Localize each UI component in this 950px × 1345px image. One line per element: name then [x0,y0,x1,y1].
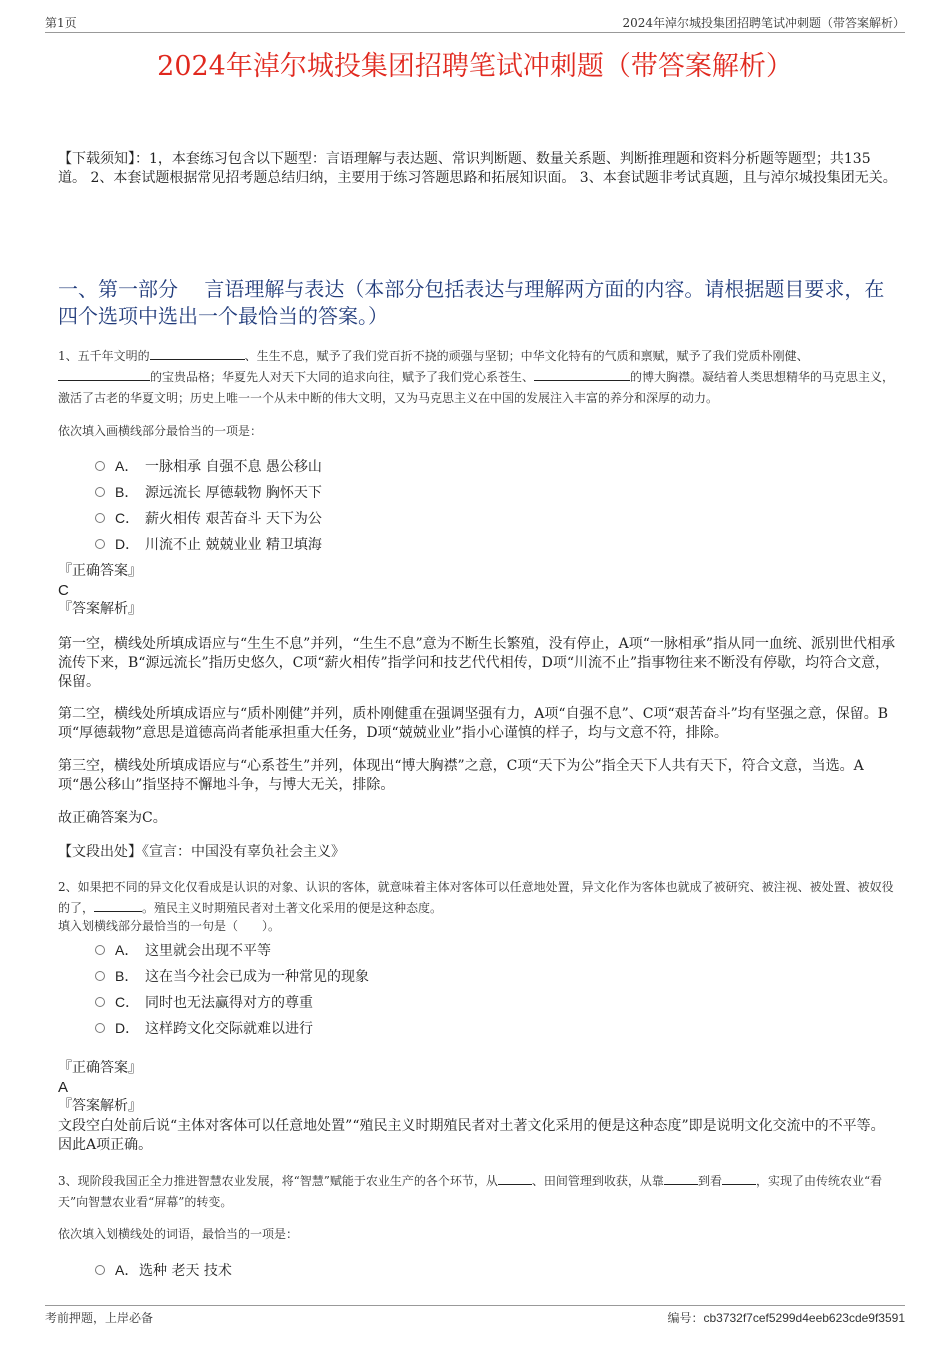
q1-option-b[interactable] [95,479,695,505]
q2-option-b[interactable] [95,963,695,989]
question-2-options [95,937,695,1041]
radio-icon[interactable] [95,487,105,497]
q2-answer-block [58,1059,898,1116]
option-text: 川流不止 兢兢业业 精卫填海 [145,537,322,553]
q1-text-2: 、生生不息，赋予了我们党百折不挠的顽强与坚韧；中华文化特有的气质和禀赋，赋予了我们党质朴刚健、 [244,349,809,363]
q1-blank-1 [150,346,245,360]
option-text: 一脉相承 自强不息 愚公移山 [145,459,322,475]
q1-source: 【文段出处】《宣言：中国没有辜负社会主义》 [58,844,345,860]
q1-blank-3 [534,367,630,381]
page-footer [45,1305,905,1325]
q1-text-1: 1、五千年文明的 [58,349,150,363]
radio-icon[interactable] [95,513,105,523]
answer-value: C [58,582,69,599]
option-text: 同时也无法赢得对方的尊重 [145,995,313,1011]
option-label: A． [115,1262,139,1278]
q1-text-4: 的博大胸襟。凝结着人类思想精华的马克思主义，激活了古老的华夏文明；历史上唯一一个从未中断的伟大文明，又为马克思主义在中国的发展注入丰富的养分和深厚的动力。 [58,370,895,405]
q2-text-2: 。殖民主义时期殖民者对土著文化采用的便是这种态度。 [142,901,443,915]
option-label: A． [115,942,139,958]
section-heading: 一、第一部分 言语理解与表达（本部分包括表达与理解两方面的内容。请根据题目要求，在四个选项中选出一个最恰当的答案。） [58,277,885,328]
option-text: 这样跨文化交际就难以进行 [145,1021,313,1037]
question-2-prompt: 填入划横线部分最恰当的一句是（ ）。 [58,919,281,933]
footer-serial [667,1309,905,1326]
option-label: B． [115,968,139,984]
radio-icon[interactable] [95,971,105,981]
radio-icon[interactable] [95,539,105,549]
option-text: 这在当今社会已成为一种常见的现象 [145,969,369,985]
q1-blank-2 [58,367,150,381]
page-header [45,14,905,33]
analysis-title: 『答案解析』 [58,1098,142,1114]
serial-code: cb3732f7cef5299d4eeb623cde9f3591 [703,1311,905,1325]
q1-answer-block [58,562,898,619]
q3-text-1: 3、现阶段我国正全力推进智慧农业发展，将“智慧”赋能于农业生产的各个环节，从 [58,1174,498,1188]
question-1-options [95,453,695,557]
answer-value: A [58,1079,69,1096]
header-doc-title: 2024年淖尔城投集团招聘笔试冲刺题（带答案解析） [622,16,905,30]
q2-analysis-p1: 文段空白处前后说“主体对客体可以任意地处置”“殖民主义时期殖民者对土著文化采用的便是这种态度”即是说明文化交流中的不平等。因此A项正确。 [58,1118,885,1153]
option-label: C． [115,510,140,526]
analysis-title: 『答案解析』 [58,601,142,617]
q1-analysis-p2: 第二空，横线处所填成语应与“质朴刚健”并列，质朴刚健重在强调坚强有力，A项“自强不息”、C项“艰苦奋斗”均有坚强之意，保留。B项“厚德载物”意思是道德高尚者能承担重大任务，D项“兢兢业业”指小心谨慎的样子，均与文意不符，排除。 [58,706,889,741]
q3-blank-1 [498,1171,532,1185]
option-text: 选种 老天 技术 [139,1263,232,1279]
question-2-stem [58,877,898,919]
radio-icon[interactable] [95,1023,105,1033]
q1-option-c[interactable] [95,505,695,531]
radio-icon[interactable] [95,997,105,1007]
option-text: 这里就会出现不平等 [145,943,271,959]
footer-slogan: 考前押题，上岸必备 [45,1311,154,1325]
radio-icon[interactable] [95,461,105,471]
q3-text-4: ，实现了由传统农业“看天”向智慧农业看“屏幕”的转变。 [58,1174,883,1209]
option-label: B． [115,484,139,500]
q1-analysis-p3: 第三空，横线处所填成语应与“心系苍生”并列，体现出“博大胸襟”之意，C项“天下为公”指全天下人共有天下，符合文意，当选。A项“愚公移山”指坚持不懈地斗争，与博大无关，排除。 [58,758,864,793]
q3-blank-2 [664,1171,698,1185]
option-text: 源远流长 厚德载物 胸怀天下 [145,485,322,501]
answer-title: 『正确答案』 [58,563,142,579]
radio-icon[interactable] [95,945,105,955]
question-3-options [95,1257,695,1283]
q1-option-d[interactable] [95,531,695,557]
q3-blank-3 [722,1171,756,1185]
q2-text-1: 2、如果把不同的异文化仅看成是认识的对象、认识的客体，就意味着主体对客体可以任意地处置，异文化作为客体也就成了被研究、被注视、被处置、被奴役的了， [58,880,894,915]
q3-option-a[interactable] [95,1257,695,1283]
option-label: C． [115,994,140,1010]
q1-conclusion: 故正确答案为C。 [58,810,167,826]
question-1-stem [58,346,898,409]
q3-text-3: 到看 [697,1174,722,1188]
answer-title: 『正确答案』 [58,1060,142,1076]
q2-option-c[interactable] [95,989,695,1015]
q2-option-a[interactable] [95,937,695,963]
option-label: D． [115,1020,140,1036]
q3-text-2: 、田间管理到收获，从靠 [531,1174,664,1188]
page-number: 第1页 [45,16,77,30]
option-label: D． [115,536,140,552]
question-3-stem [58,1171,898,1213]
download-notice: 【下载须知】：1，本套练习包含以下题型：言语理解与表达题、常识判断题、数量关系题、判断推理题和资料分析题等题型；共135道。 2、本套试题根据常见招考题总结归纳，主要用于练习答题思路和拓展知识面。 3、本套试题非考试真题，且与淖尔城投集团无关。 [58,151,897,186]
q1-option-a[interactable] [95,453,695,479]
document-title: 2024年淖尔城投集团招聘笔试冲刺题（带答案解析） [157,51,793,82]
q1-text-3: 的宝贵品格；华夏先人对天下大同的追求向往，赋予了我们党心系苍生、 [150,370,535,384]
option-text: 薪火相传 艰苦奋斗 天下为公 [145,511,322,527]
serial-label: 编号： [667,1311,704,1325]
q1-analysis-p1: 第一空，横线处所填成语应与“生生不息”并列，“生生不息”意为不断生长繁殖，没有停止，A项“一脉相承”指从同一血统、派别世代相承流传下来，B“源远流长”指历史悠久，C项“薪火相传”指学问和技艺代代相传，D项“川流不止”指事物往来不断没有停歇，均符合文意，保留。 [58,636,896,690]
option-label: A． [115,458,139,474]
q2-option-d[interactable] [95,1015,695,1041]
question-1-prompt: 依次填入画横线部分最恰当的一项是： [58,424,263,438]
question-3-prompt: 依次填入划横线处的词语，最恰当的一项是： [58,1227,299,1241]
q2-blank [94,898,142,912]
radio-icon[interactable] [95,1265,105,1275]
